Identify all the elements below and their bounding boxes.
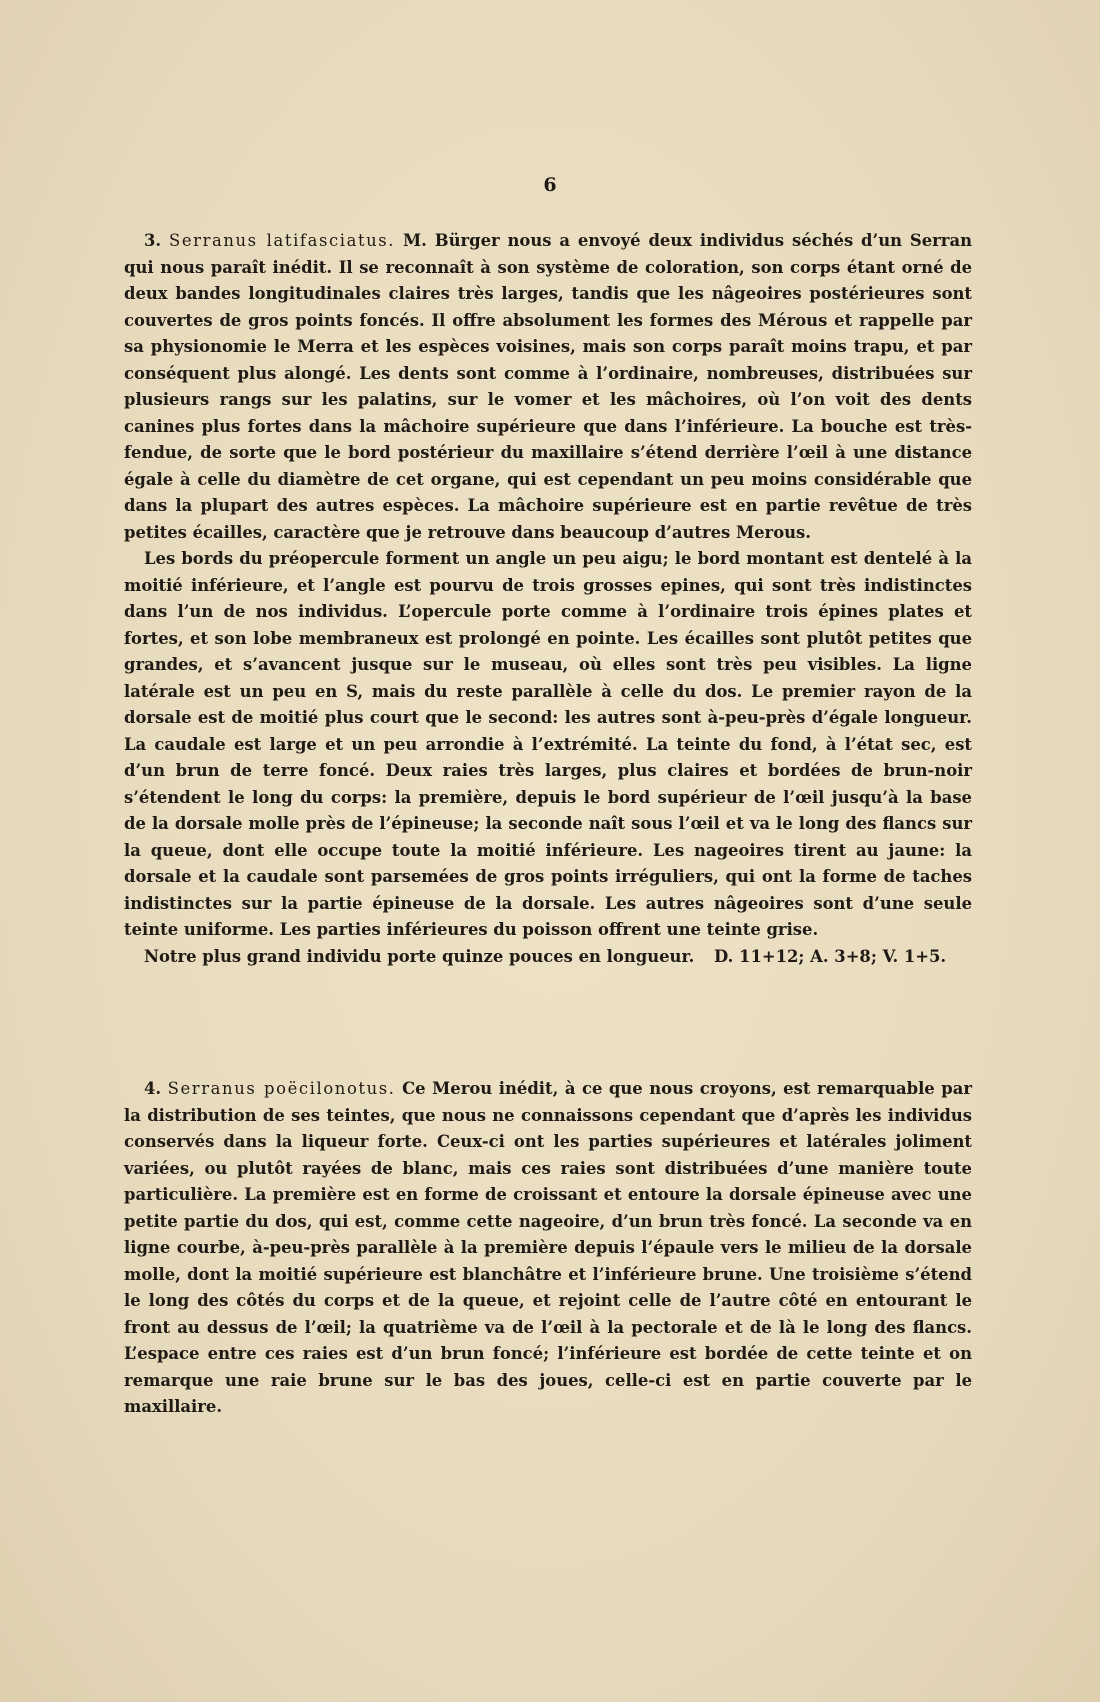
page-number: 6 — [543, 174, 557, 196]
paragraph: Les bords du préopercule forment un angle un peu aigu; le bord montant est dentelé à la moitié inférieure, et l’angle est pourvu de trois grosses epines, qui sont très indistinctes dans l’un de nos individus. L’opercule porte comme à l’ordinaire trois épines plates et fortes, et son lobe membraneux est prolongé en pointe. Les écailles sont plutôt petites que grandes, et s’avancent jusque sur le museau, où elles sont très peu visibles. La ligne latérale est un peu en S, mais du reste parallèle à celle du dos. Le premier rayon de la dorsale est de moitié plus court que le second: les autres sont à-peu-près d’égale longueur. La caudale est large et un peu arrondie à l’extrémité. La teinte du fond, à l’état sec, est d’un brun de terre foncé. Deux raies très larges, plus claires et bordées de brun-noir s’étendent le long du corps: la première, depuis le bord supérieur de l’œil jusqu’à la base de la dorsale molle près de l’épineuse; la seconde naît sous l’œil et va le long des flancs sur la queue, dont elle occupe toute la moitié inférieure. Les nageoires tirent au jaune: la dorsale et la caudale sont parsemées de gros points irréguliers, qui ont la forme de taches indistinctes sur la partie épineuse de la dorsale. Les autres nâgeoires sont d’une seule teinte uniforme. Les parties inférieures du poisson offrent une teinte grise. — [124, 549, 972, 939]
section-number: 4. — [144, 1079, 162, 1098]
species-name: Serranus poëcilonotus. — [167, 1079, 396, 1098]
section-number: 3. — [144, 231, 162, 250]
measurements-line — [124, 944, 972, 971]
paragraph-text: Ce Merou inédit, à ce que nous croyons, est remarquable par la distribution de ses teintes, que nous ne connaissons cependant que d’après les individus conservés dans la liqueur forte. Ceux-ci ont les parties supérieures et latérales joliment variées, ou plutôt rayées de blanc, mais ces raies sont distribuées d’une manière toute particulière. La première est en forme de croissant et entoure la dorsale épineuse avec une petite partie du dos, qui est, comme cette nageoire, d’un brun très foncé. La seconde va en ligne courbe, à-peu-près parallèle à la première depuis l’épaule vers le milieu de la dorsale molle, dont la moitié supérieure est blanchâtre et l’inférieure brune. Une troisième s’étend le long des côtés du corps et de la queue, et rejoint celle de l’autre côté en entourant le front au dessus de l’œil; la quatrième va de l’œil à la pectorale et de là le long des flancs. L’espace entre ces raies est d’un brun foncé; l’inférieure est bordée de cette teinte et on remarque une raie brune sur le bas des joues, celle-ci est en partie couverte par le maxillaire. — [124, 1079, 972, 1416]
paragraph-text: M. Bürger nous a envoyé deux individus séchés d’un Serran qui nous paraît inédit. Il se reconnaît à son système de coloration, son corps étant orné de deux bandes longitudinales claires très larges, tandis que les nâgeoires postérieures sont couvertes de gros points foncés. Il offre absolument les formes des Mérous et rappelle par sa physionomie le Merra et les espèces voisines, mais son corps paraît moins trapu, et par conséquent plus alongé. Les dents sont comme à l’ordinaire, nombreuses, distribuées sur plusieurs rangs sur les palatins, sur le vomer et les mâchoires, où l’on voit des dents canines plus fortes dans la mâchoire supérieure que dans l’inférieure. La bouche est très-fendue, de sorte que le bord postérieur du maxillaire s’étend derrière l’œil à une distance égale à celle du diamètre de cet organe, qui est cependant un peu moins considérable que dans la plupart des autres espèces. La mâchoire supérieure est en partie revêtue de très petites écailles, caractère que je retrouve dans beaucoup d’autres Merous. — [124, 231, 972, 542]
paragraph-text: Notre plus grand individu porte quinze pouces en longueur. — [144, 946, 695, 966]
paragraph — [124, 228, 972, 546]
species-name: Serranus latifasciatus. — [169, 231, 396, 250]
section-serranus-latifasciatus — [124, 228, 972, 970]
section-serranus-poecilonotus — [124, 1076, 972, 1421]
fin-formula: D. 11+12; A. 3+8; V. 1+5. — [714, 946, 947, 966]
paragraph — [124, 1076, 972, 1421]
